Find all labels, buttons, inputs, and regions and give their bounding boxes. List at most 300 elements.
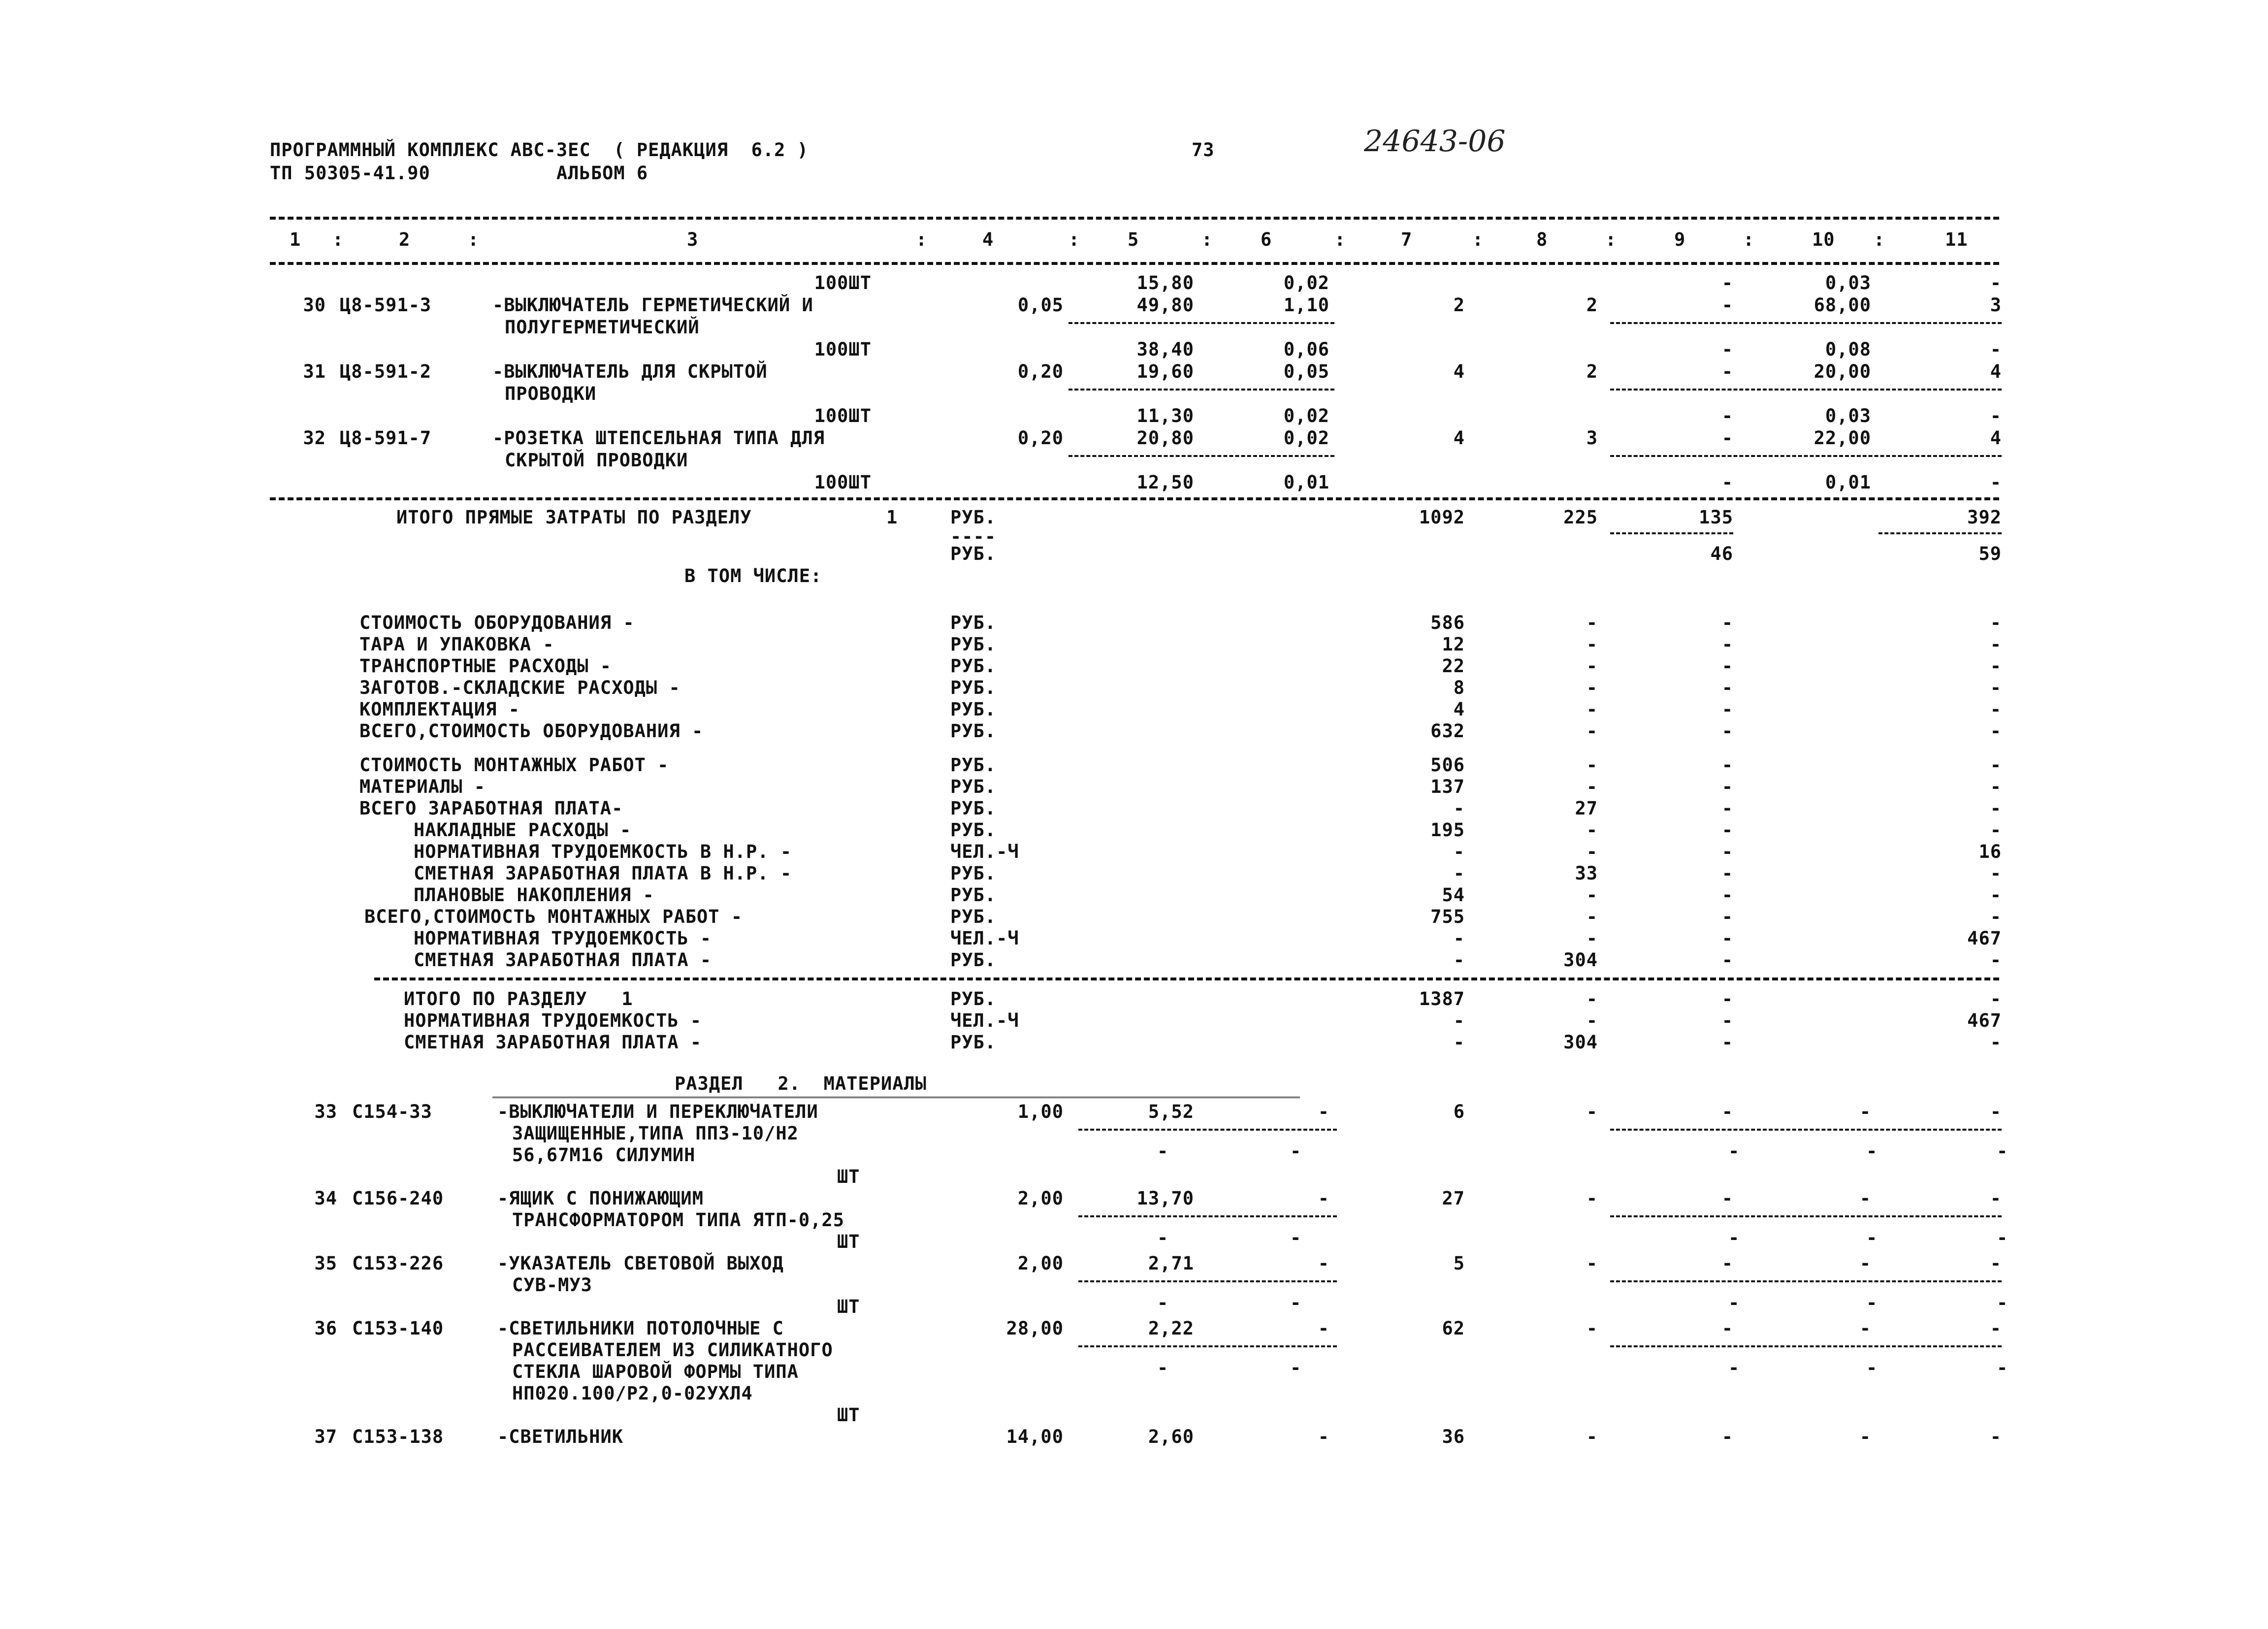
row-code: Ц8-591-3 xyxy=(340,294,432,316)
cell-c8: 2 xyxy=(1586,294,1598,316)
cell-c10: 68,00 xyxy=(1814,294,1871,316)
cell-c6: 0,06 xyxy=(1283,339,1329,360)
cell-c5: 20,80 xyxy=(1136,427,1194,449)
cell-c8: 3 xyxy=(1586,427,1598,449)
summary-c11: - xyxy=(1990,949,2002,971)
summary-c8: 304 xyxy=(1563,1032,1598,1053)
summary-c11: - xyxy=(1990,655,2002,677)
cell-c9: - xyxy=(1721,405,1733,426)
summary-c7: 586 xyxy=(1430,612,1465,633)
totals-label: ИТОГО ПРЯМЫЕ ЗАТРАТЫ ПО РАЗДЕЛУ xyxy=(396,507,752,528)
header-rule-top xyxy=(270,217,1999,220)
material-c5: 2,71 xyxy=(1148,1253,1194,1274)
summary-c9: - xyxy=(1721,798,1733,819)
material-c5: 2,60 xyxy=(1148,1426,1194,1447)
material-c7: 36 xyxy=(1442,1426,1465,1447)
material-c11: - xyxy=(1990,1426,2002,1447)
cell-c10: 20,00 xyxy=(1814,361,1871,382)
row-code: Ц8-591-2 xyxy=(340,361,432,382)
summary-rule xyxy=(374,977,1999,980)
cell-rule xyxy=(1879,532,2002,534)
material-c9: - xyxy=(1721,1188,1733,1209)
material-c9: - xyxy=(1721,1426,1733,1447)
material-name: -ВЫКЛЮЧАТЕЛИ И ПЕРЕКЛЮЧАТЕЛИ xyxy=(497,1101,818,1122)
summary-c7: 4 xyxy=(1453,699,1465,720)
summary-c9: - xyxy=(1721,819,1733,841)
summary-c11: - xyxy=(1990,988,2002,1010)
cell-dash: - xyxy=(1157,1227,1169,1248)
material-c11: - xyxy=(1990,1253,2002,1274)
summary-label: МАТЕРИАЛЫ - xyxy=(359,776,486,797)
material-name: -СВЕТИЛЬНИК xyxy=(497,1426,624,1447)
column-separator: : xyxy=(1743,229,1755,250)
summary-c11: - xyxy=(1990,776,2002,797)
material-c10: - xyxy=(1859,1188,1871,1209)
cell-dash: - xyxy=(1290,1227,1302,1248)
summary-c8: - xyxy=(1586,884,1598,906)
summary-c7: - xyxy=(1453,1010,1465,1031)
cell-c9: - xyxy=(1721,294,1733,316)
summary-unit: РУБ. xyxy=(950,884,997,906)
material-name: СТЕКЛА ШАРОВОЙ ФОРМЫ ТИПА xyxy=(512,1361,799,1382)
summary-c8: - xyxy=(1586,699,1598,720)
cell-c6: 0,02 xyxy=(1283,272,1329,293)
summary-c9: - xyxy=(1721,754,1733,776)
cell-rule xyxy=(1069,389,1334,391)
summary-c11: - xyxy=(1990,884,2002,906)
summary-c9: - xyxy=(1721,863,1733,884)
summary-label: СМЕТНАЯ ЗАРАБОТНАЯ ПЛАТА В Н.Р. - xyxy=(414,863,792,884)
cell-rule xyxy=(1610,1129,2002,1131)
cell-qty: 0,05 xyxy=(1017,294,1064,316)
material-c6: - xyxy=(1318,1188,1329,1209)
cell-c9: - xyxy=(1721,472,1733,493)
totals-c9b: 46 xyxy=(1710,543,1733,564)
material-number: 34 xyxy=(314,1188,337,1209)
summary-label: ТРАНСПОРТНЫЕ РАСХОДЫ - xyxy=(359,655,612,677)
totals-unit: РУБ. xyxy=(950,543,997,564)
summary-unit: РУБ. xyxy=(950,754,997,776)
summary-c11: - xyxy=(1990,612,2002,633)
material-unit: ШТ xyxy=(837,1166,860,1187)
summary-c11: - xyxy=(1990,699,2002,720)
material-code: С153-226 xyxy=(352,1253,444,1274)
cell-c9: - xyxy=(1721,339,1733,360)
material-c11: - xyxy=(1990,1188,2002,1209)
cell-rule xyxy=(1078,1215,1337,1217)
summary-unit: РУБ. xyxy=(950,776,997,797)
summary-unit: РУБ. xyxy=(950,819,997,841)
summary-unit: ЧЕЛ.-Ч xyxy=(950,1010,1019,1031)
summary-label: НАКЛАДНЫЕ РАСХОДЫ - xyxy=(414,819,632,841)
cell-dash: - xyxy=(1290,1292,1302,1313)
summary-c7: - xyxy=(1453,798,1465,819)
column-separator: : xyxy=(332,229,344,250)
material-c6: - xyxy=(1318,1426,1329,1447)
cell-c7: 4 xyxy=(1453,361,1465,382)
summary-c7: - xyxy=(1453,863,1465,884)
material-c9: - xyxy=(1721,1253,1733,1274)
cell-rule xyxy=(1078,1129,1337,1131)
summary-c11: - xyxy=(1990,634,2002,655)
summary-c9: - xyxy=(1721,988,1733,1010)
summary-c11: 467 xyxy=(1967,928,2002,949)
cell-dash: - xyxy=(1997,1292,2009,1313)
summary-label: СМЕТНАЯ ЗАРАБОТНАЯ ПЛАТА - xyxy=(404,1032,702,1053)
summary-c9: - xyxy=(1721,1032,1733,1053)
summary-c7: 12 xyxy=(1442,634,1465,655)
cell-c11: - xyxy=(1990,405,2002,426)
summary-c7: 1387 xyxy=(1419,988,1465,1010)
material-c10: - xyxy=(1859,1101,1871,1122)
column-header-11: 11 xyxy=(1945,229,1968,250)
cell-rule xyxy=(1078,1280,1337,1282)
summary-unit: ЧЕЛ.-Ч xyxy=(950,841,1019,862)
summary-label: ТАРА И УПАКОВКА - xyxy=(359,634,554,655)
cell-rule xyxy=(1610,1215,2002,1217)
material-c8: - xyxy=(1586,1101,1598,1122)
material-c9: - xyxy=(1721,1101,1733,1122)
totals-unit: РУБ. xyxy=(950,507,997,528)
cell-dash: - xyxy=(1997,1140,2009,1162)
material-c8: - xyxy=(1586,1188,1598,1209)
including-label: В ТОМ ЧИСЛЕ: xyxy=(684,565,822,586)
cell-rule xyxy=(1610,1345,2002,1347)
material-c6: - xyxy=(1318,1101,1329,1122)
material-code: С153-138 xyxy=(352,1426,444,1447)
material-c5: 5,52 xyxy=(1148,1101,1194,1122)
cell-c10: 0,03 xyxy=(1825,272,1871,293)
totals-section: 1 xyxy=(886,507,898,528)
summary-c7: 8 xyxy=(1453,677,1465,698)
summary-c8: - xyxy=(1586,677,1598,698)
summary-unit: ЧЕЛ.-Ч xyxy=(950,928,1019,949)
summary-c9: - xyxy=(1721,776,1733,797)
column-header-5: 5 xyxy=(1128,229,1139,250)
material-name: -ЯЩИК С ПОНИЖАЮЩИМ xyxy=(497,1188,704,1209)
summary-c7: - xyxy=(1453,949,1465,971)
column-header-3: 3 xyxy=(687,229,699,250)
material-qty: 1,00 xyxy=(1017,1101,1064,1122)
material-c7: 62 xyxy=(1442,1318,1465,1339)
material-c7: 27 xyxy=(1442,1188,1465,1209)
material-c11: - xyxy=(1990,1101,2002,1122)
header-rule-bottom xyxy=(270,262,1999,265)
column-separator: : xyxy=(1874,229,1885,250)
summary-unit: РУБ. xyxy=(950,612,997,633)
summary-c7: - xyxy=(1453,1032,1465,1053)
summary-unit: РУБ. xyxy=(950,655,997,677)
section-rule xyxy=(270,497,1999,500)
summary-c8: - xyxy=(1586,720,1598,742)
material-name: ЗАЩИЩЕННЫЕ,ТИПА ПП3-10/Н2 xyxy=(512,1123,799,1144)
row-name: -РОЗЕТКА ШТЕПСЕЛЬНАЯ ТИПА ДЛЯ xyxy=(492,427,825,449)
summary-c11: - xyxy=(1990,863,2002,884)
material-qty: 28,00 xyxy=(1006,1318,1064,1339)
summary-label: ПЛАНОВЫЕ НАКОПЛЕНИЯ - xyxy=(414,884,654,906)
summary-label: ИТОГО ПО РАЗДЕЛУ 1 xyxy=(404,988,633,1010)
summary-c9: - xyxy=(1721,612,1733,633)
summary-unit: РУБ. xyxy=(950,699,997,720)
summary-c9: - xyxy=(1721,699,1733,720)
summary-c8: - xyxy=(1586,776,1598,797)
totals-c11b: 59 xyxy=(1978,543,2002,564)
row-name-cont: СКРЫТОЙ ПРОВОДКИ xyxy=(505,450,688,471)
summary-unit: РУБ. xyxy=(950,720,997,742)
summary-c9: - xyxy=(1721,720,1733,742)
summary-c9: - xyxy=(1721,884,1733,906)
column-separator: : xyxy=(1069,229,1080,250)
cell-dash: - xyxy=(1728,1140,1740,1162)
unit-label: 100ШТ xyxy=(814,272,872,293)
cell-c11: - xyxy=(1990,339,2002,360)
cell-dash: - xyxy=(1728,1292,1740,1313)
summary-c9: - xyxy=(1721,655,1733,677)
summary-c8: - xyxy=(1586,906,1598,927)
material-qty: 2,00 xyxy=(1017,1188,1064,1209)
material-c7: 6 xyxy=(1453,1101,1465,1122)
totals-c9: 135 xyxy=(1699,507,1733,528)
material-number: 35 xyxy=(314,1253,337,1274)
material-c8: - xyxy=(1586,1426,1598,1447)
cell-rule xyxy=(1069,455,1334,457)
cell-dash: - xyxy=(1157,1357,1169,1378)
cell-c10: 0,08 xyxy=(1825,339,1871,360)
summary-c8: 27 xyxy=(1575,798,1598,819)
material-unit: ШТ xyxy=(837,1296,860,1317)
cell-dash: - xyxy=(1866,1227,1878,1248)
column-separator: : xyxy=(468,229,480,250)
material-c10: - xyxy=(1859,1253,1871,1274)
column-header-8: 8 xyxy=(1536,229,1548,250)
project-code: ТП 50305-41.90 xyxy=(270,163,430,184)
summary-c7: 195 xyxy=(1430,819,1465,841)
material-c5: 13,70 xyxy=(1136,1188,1194,1209)
column-separator: : xyxy=(1201,229,1213,250)
column-separator: : xyxy=(1472,229,1484,250)
section-2-title: РАЗДЕЛ 2. МАТЕРИАЛЫ xyxy=(675,1073,927,1094)
row-name: -ВЫКЛЮЧАТЕЛЬ ГЕРМЕТИЧЕСКИЙ И xyxy=(492,294,813,316)
summary-c8: - xyxy=(1586,819,1598,841)
row-code: Ц8-591-7 xyxy=(340,427,432,449)
cell-c6: 0,02 xyxy=(1283,427,1329,449)
summary-c8: 304 xyxy=(1563,949,1598,971)
summary-label: НОРМАТИВНАЯ ТРУДОЕМКОСТЬ - xyxy=(414,928,712,949)
summary-unit: РУБ. xyxy=(950,634,997,655)
cell-rule xyxy=(1610,1280,2002,1282)
cell-qty: 0,20 xyxy=(1017,361,1064,382)
row-name-cont: ПРОВОДКИ xyxy=(505,383,597,404)
cell-c5: 19,60 xyxy=(1136,361,1194,382)
material-c7: 5 xyxy=(1453,1253,1465,1274)
program-title: ПРОГРАММНЫЙ КОМПЛЕКС АВС-3ЕС ( РЕДАКЦИЯ 6.2 ) xyxy=(270,139,809,161)
cell-dash: - xyxy=(1728,1357,1740,1378)
cell-c10: 22,00 xyxy=(1814,427,1871,449)
material-qty: 2,00 xyxy=(1017,1253,1064,1274)
material-c5: 2,22 xyxy=(1148,1318,1194,1339)
summary-label: ВСЕГО ЗАРАБОТНАЯ ПЛАТА- xyxy=(359,798,623,819)
summary-c11: - xyxy=(1990,754,2002,776)
summary-c9: - xyxy=(1721,906,1733,927)
material-name: ТРАНСФОРМАТОРОМ ТИПА ЯТП-0,25 xyxy=(512,1209,845,1231)
material-c6: - xyxy=(1318,1318,1329,1339)
material-number: 33 xyxy=(314,1101,337,1122)
cell-c10: 0,01 xyxy=(1825,472,1871,493)
summary-c11: - xyxy=(1990,906,2002,927)
column-header-9: 9 xyxy=(1674,229,1686,250)
summary-c8: - xyxy=(1586,841,1598,862)
cell-c11: - xyxy=(1990,272,2002,293)
cell-c6: 1,10 xyxy=(1283,294,1329,316)
summary-c8: - xyxy=(1586,655,1598,677)
summary-c9: - xyxy=(1721,1010,1733,1031)
totals-c8: 225 xyxy=(1563,507,1598,528)
summary-c9: - xyxy=(1721,841,1733,862)
material-c6: - xyxy=(1318,1253,1329,1274)
page-number: 73 xyxy=(1192,139,1215,161)
summary-c7: 137 xyxy=(1430,776,1465,797)
material-code: С153-140 xyxy=(352,1318,444,1339)
summary-c11: - xyxy=(1990,677,2002,698)
column-header-4: 4 xyxy=(982,229,994,250)
material-code: С154-33 xyxy=(352,1101,432,1122)
column-header-10: 10 xyxy=(1812,229,1835,250)
cell-qty: 0,20 xyxy=(1017,427,1064,449)
summary-c7: - xyxy=(1453,841,1465,862)
summary-c9: - xyxy=(1721,634,1733,655)
row-number: 31 xyxy=(303,361,326,382)
material-name: 56,67М16 СИЛУМИН xyxy=(512,1144,696,1166)
summary-c7: 632 xyxy=(1430,720,1465,742)
material-unit: ШТ xyxy=(837,1404,860,1426)
cell-dash: - xyxy=(1290,1140,1302,1162)
cell-c7: 2 xyxy=(1453,294,1465,316)
cell-dash: - xyxy=(1997,1357,2009,1378)
summary-unit: РУБ. xyxy=(950,677,997,698)
cell-c7: 4 xyxy=(1453,427,1465,449)
summary-label: НОРМАТИВНАЯ ТРУДОЕМКОСТЬ - xyxy=(404,1010,702,1031)
row-number: 30 xyxy=(303,294,326,316)
material-c10: - xyxy=(1859,1426,1871,1447)
cell-dash: - xyxy=(1866,1292,1878,1313)
cell-rule xyxy=(1610,532,1733,534)
cell-c11: - xyxy=(1990,472,2002,493)
cell-rule xyxy=(1610,389,2002,391)
unit-label: 100ШТ xyxy=(814,472,872,493)
cell-c9: - xyxy=(1721,427,1733,449)
row-name: -ВЫКЛЮЧАТЕЛЬ ДЛЯ СКРЫТОЙ xyxy=(492,361,768,382)
summary-c8: - xyxy=(1586,634,1598,655)
summary-label: СМЕТНАЯ ЗАРАБОТНАЯ ПЛАТА - xyxy=(414,949,712,971)
summary-label: СТОИМОСТЬ ОБОРУДОВАНИЯ - xyxy=(359,612,635,633)
summary-c11: 16 xyxy=(1978,841,2002,862)
summary-unit: РУБ. xyxy=(950,1032,997,1053)
cell-c6: 0,01 xyxy=(1283,472,1329,493)
cell-dash: - xyxy=(1290,1357,1302,1378)
album-label: АЛЬБОМ 6 xyxy=(556,163,648,184)
material-number: 36 xyxy=(314,1318,337,1339)
cell-c8: 2 xyxy=(1586,361,1598,382)
row-name-cont: ПОЛУГЕРМЕТИЧЕСКИЙ xyxy=(505,317,700,338)
cell-c10: 0,03 xyxy=(1825,405,1871,426)
cell-c6: 0,05 xyxy=(1283,361,1329,382)
material-c11: - xyxy=(1990,1318,2002,1339)
summary-unit: РУБ. xyxy=(950,798,997,819)
cell-c5: 15,80 xyxy=(1136,272,1194,293)
column-separator: : xyxy=(916,229,928,250)
summary-label: СТОИМОСТЬ МОНТАЖНЫХ РАБОТ - xyxy=(359,754,669,776)
cell-c9: - xyxy=(1721,272,1733,293)
cell-rule xyxy=(1078,1345,1337,1347)
cell-dash: - xyxy=(1997,1227,2009,1248)
summary-c8: - xyxy=(1586,928,1598,949)
material-number: 37 xyxy=(314,1426,337,1447)
summary-c7: 22 xyxy=(1442,655,1465,677)
totals-dash: ---- xyxy=(950,526,997,547)
material-name: -УКАЗАТЕЛЬ СВЕТОВОЙ ВЫХОД xyxy=(497,1253,784,1274)
summary-unit: РУБ. xyxy=(950,988,997,1010)
totals-c7: 1092 xyxy=(1419,507,1465,528)
summary-label: НОРМАТИВНАЯ ТРУДОЕМКОСТЬ В Н.Р. - xyxy=(414,841,792,862)
cell-rule xyxy=(1610,322,2002,324)
summary-c7: - xyxy=(1453,928,1465,949)
unit-label: 100ШТ xyxy=(814,405,872,426)
material-unit: ШТ xyxy=(837,1231,860,1252)
cell-dash: - xyxy=(1157,1292,1169,1313)
cell-c5: 38,40 xyxy=(1136,339,1194,360)
cell-dash: - xyxy=(1866,1357,1878,1378)
material-qty: 14,00 xyxy=(1006,1426,1064,1447)
summary-c9: - xyxy=(1721,928,1733,949)
summary-c9: - xyxy=(1721,949,1733,971)
column-header-6: 6 xyxy=(1261,229,1272,250)
cell-c11: 4 xyxy=(1990,361,2002,382)
column-separator: : xyxy=(1605,229,1617,250)
handwritten-number: 24643-06 xyxy=(1364,124,1506,159)
summary-c11: 467 xyxy=(1967,1010,2002,1031)
summary-c9: - xyxy=(1721,677,1733,698)
summary-c7: 755 xyxy=(1430,906,1465,927)
material-code: С156-240 xyxy=(352,1188,444,1209)
totals-c11: 392 xyxy=(1967,507,2002,528)
section-2-underline xyxy=(492,1097,1300,1098)
material-c8: - xyxy=(1586,1253,1598,1274)
column-header-2: 2 xyxy=(399,229,411,250)
summary-c8: - xyxy=(1586,612,1598,633)
cell-dash: - xyxy=(1157,1140,1169,1162)
column-header-1: 1 xyxy=(290,229,301,250)
summary-c8: - xyxy=(1586,754,1598,776)
summary-c8: - xyxy=(1586,1010,1598,1031)
summary-c8: 33 xyxy=(1575,863,1598,884)
cell-rule xyxy=(1069,322,1334,324)
summary-c7: 506 xyxy=(1430,754,1465,776)
cell-c5: 49,80 xyxy=(1136,294,1194,316)
cell-rule xyxy=(1610,455,2002,457)
summary-label: ВСЕГО,СТОИМОСТЬ ОБОРУДОВАНИЯ - xyxy=(359,720,704,742)
summary-label: ВСЕГО,СТОИМОСТЬ МОНТАЖНЫХ РАБОТ - xyxy=(364,906,743,927)
cell-dash: - xyxy=(1728,1227,1740,1248)
unit-label: 100ШТ xyxy=(814,339,872,360)
material-c10: - xyxy=(1859,1318,1871,1339)
material-name: РАССЕИВАТЕЛЕМ ИЗ СИЛИКАТНОГО xyxy=(512,1339,833,1361)
material-name: НП020.100/Р2,0-02УХЛ4 xyxy=(512,1383,753,1404)
summary-c11: - xyxy=(1990,798,2002,819)
summary-unit: РУБ. xyxy=(950,906,997,927)
column-separator: : xyxy=(1334,229,1346,250)
cell-c6: 0,02 xyxy=(1283,405,1329,426)
cell-c9: - xyxy=(1721,361,1733,382)
